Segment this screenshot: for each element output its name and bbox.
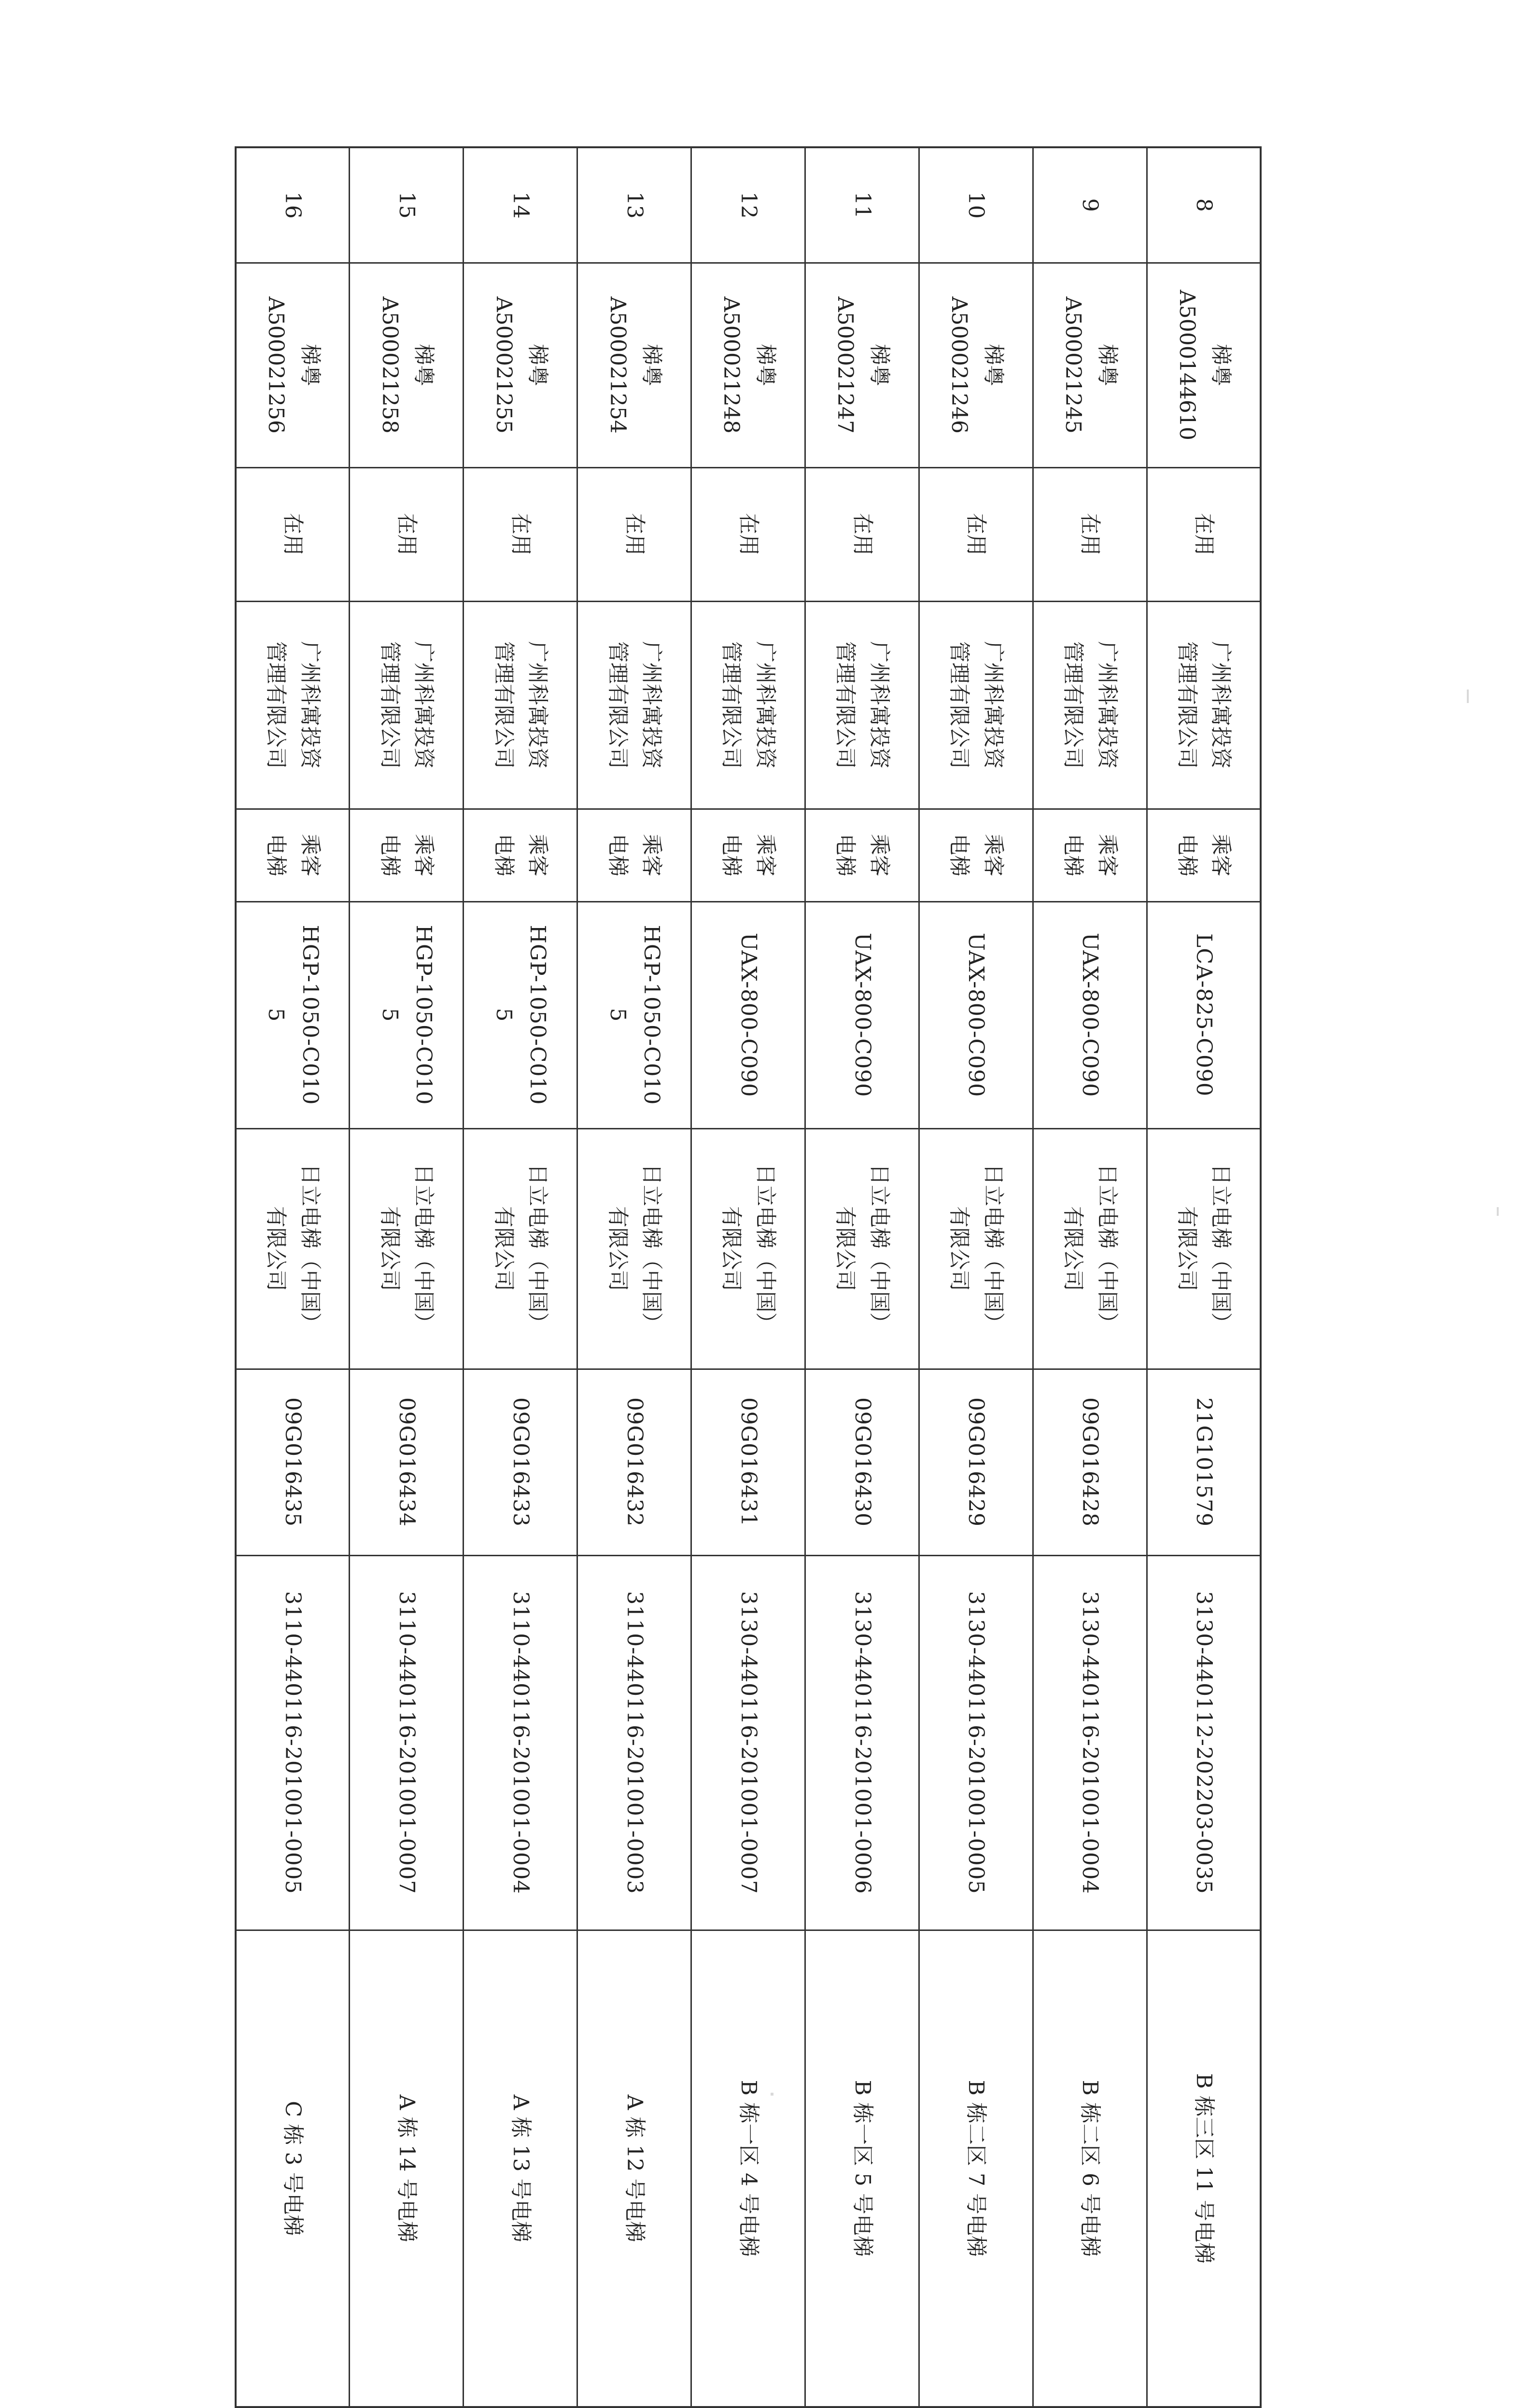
- owner-line2: 管理有限公司: [833, 641, 858, 769]
- cell-manufacturer: [1147, 1128, 1261, 1369]
- type-line1: 乘客: [411, 834, 436, 876]
- cell-status: 在用: [1147, 467, 1261, 601]
- cell-no: 9: [1033, 147, 1147, 263]
- type-line1: 乘客: [639, 834, 664, 876]
- reg-prefix: 梯粤: [981, 344, 1006, 386]
- type-line1: 乘客: [1095, 834, 1120, 876]
- cell-factory-no: 09G016428: [1033, 1369, 1147, 1555]
- type-line2: 电梯: [605, 834, 630, 876]
- maker-line1: 日立电梯（中国）: [297, 1164, 323, 1334]
- reg-prefix: 梯粤: [753, 344, 778, 386]
- owner-line2: 管理有限公司: [1061, 641, 1086, 769]
- owner-line1: 广州科寓投资: [525, 641, 550, 769]
- owner-line2: 管理有限公司: [605, 641, 630, 769]
- cell-manufacturer: [236, 1128, 350, 1369]
- cell-model: [1033, 901, 1147, 1128]
- table-row: [236, 147, 350, 2407]
- reg-prefix: 梯粤: [639, 344, 664, 386]
- cell-registration: [577, 263, 691, 467]
- cell-owner: [805, 601, 919, 809]
- type-line2: 电梯: [264, 834, 289, 876]
- owner-line1: 广州科寓投资: [1209, 641, 1234, 769]
- reg-code: A500021246: [947, 296, 972, 434]
- reg-prefix: 梯粤: [525, 344, 550, 386]
- type-line2: 电梯: [719, 834, 744, 876]
- cell-device-code: 3130-440116-201001-0005: [919, 1555, 1033, 1930]
- reg-code: A500021258: [377, 296, 402, 434]
- cell-location: A 栋 13 号电梯: [464, 1930, 577, 2407]
- maker-line2: 有限公司: [833, 1206, 858, 1291]
- cell-location: B 栋一区 4 号电梯: [691, 1930, 805, 2407]
- maker-line2: 有限公司: [719, 1206, 744, 1291]
- reg-code: A500021256: [264, 296, 289, 434]
- owner-line2: 管理有限公司: [719, 641, 744, 769]
- scan-dot: [1467, 690, 1469, 703]
- model-line2: 5: [491, 1008, 516, 1022]
- cell-status: 在用: [805, 467, 919, 601]
- cell-location: B 栋二区 7 号电梯: [919, 1930, 1033, 2407]
- cell-factory-no: 09G016429: [919, 1369, 1033, 1555]
- maker-line1: 日立电梯（中国）: [411, 1164, 436, 1334]
- cell-owner: [1033, 601, 1147, 809]
- cell-status: 在用: [464, 467, 577, 601]
- cell-factory-no: 09G016435: [236, 1369, 350, 1555]
- model-line2: 5: [264, 1008, 289, 1022]
- cell-owner: [691, 601, 805, 809]
- scan-dot: [771, 2093, 773, 2096]
- cell-type: [350, 809, 464, 901]
- cell-location: C 栋 3 号电梯: [236, 1930, 350, 2407]
- cell-factory-no: 09G016434: [350, 1369, 464, 1555]
- scan-dot: [1497, 1207, 1499, 1216]
- cell-type: [464, 809, 577, 901]
- model-line1: UAX-800-C090: [850, 932, 875, 1098]
- reg-prefix: 梯粤: [1095, 344, 1120, 386]
- maker-line1: 日立电梯（中国）: [981, 1164, 1006, 1334]
- cell-registration: [1147, 263, 1261, 467]
- cell-type: [577, 809, 691, 901]
- cell-type: [1033, 809, 1147, 901]
- cell-type: [805, 809, 919, 901]
- cell-location: A 栋 14 号电梯: [350, 1930, 464, 2407]
- cell-type: [236, 809, 350, 901]
- owner-line2: 管理有限公司: [491, 641, 516, 769]
- cell-no: 16: [236, 147, 350, 263]
- cell-model: [577, 901, 691, 1128]
- owner-line1: 广州科寓投资: [1095, 641, 1120, 769]
- maker-line2: 有限公司: [1061, 1206, 1086, 1291]
- cell-location: A 栋 12 号电梯: [577, 1930, 691, 2407]
- type-line2: 电梯: [947, 834, 972, 876]
- model-line1: UAX-800-C090: [964, 932, 989, 1098]
- maker-line1: 日立电梯（中国）: [639, 1164, 664, 1334]
- type-line1: 乘客: [297, 834, 323, 876]
- reg-prefix: 梯粤: [411, 344, 436, 386]
- cell-device-code: 3110-440116-201001-0004: [464, 1555, 577, 1930]
- table-row: [350, 147, 464, 2407]
- cell-model: [236, 901, 350, 1128]
- model-line2: 5: [377, 1008, 402, 1022]
- owner-line1: 广州科寓投资: [867, 641, 892, 769]
- cell-device-code: 3110-440116-201001-0007: [350, 1555, 464, 1930]
- cell-location: B 栋一区 5 号电梯: [805, 1930, 919, 2407]
- cell-no: 12: [691, 147, 805, 263]
- owner-line2: 管理有限公司: [947, 641, 972, 769]
- maker-line1: 日立电梯（中国）: [753, 1164, 778, 1334]
- cell-registration: [805, 263, 919, 467]
- cell-registration: [236, 263, 350, 467]
- reg-prefix: 梯粤: [867, 344, 892, 386]
- cell-device-code: 3110-440116-201001-0005: [236, 1555, 350, 1930]
- cell-manufacturer: [577, 1128, 691, 1369]
- table-row: [577, 147, 691, 2407]
- model-line1: LCA-825-C090: [1192, 933, 1216, 1097]
- cell-device-code: 3130-440112-202203-0035: [1147, 1555, 1261, 1930]
- cell-registration: [464, 263, 577, 467]
- cell-device-code: 3130-440116-201001-0007: [691, 1555, 805, 1930]
- cell-registration: [691, 263, 805, 467]
- maker-line2: 有限公司: [947, 1206, 972, 1291]
- cell-status: 在用: [577, 467, 691, 601]
- cell-model: [350, 901, 464, 1128]
- cell-no: 8: [1147, 147, 1261, 263]
- cell-owner: [350, 601, 464, 809]
- maker-line2: 有限公司: [491, 1206, 516, 1291]
- maker-line2: 有限公司: [605, 1206, 630, 1291]
- maker-line2: 有限公司: [264, 1206, 289, 1291]
- cell-location: B 栋二区 6 号电梯: [1033, 1930, 1147, 2407]
- cell-device-code: 3130-440116-201001-0004: [1033, 1555, 1147, 1930]
- cell-status: 在用: [350, 467, 464, 601]
- cell-type: [919, 809, 1033, 901]
- type-line2: 电梯: [377, 834, 402, 876]
- model-line1: UAX-800-C090: [736, 932, 761, 1098]
- reg-code: A500021255: [491, 296, 516, 434]
- cell-registration: [350, 263, 464, 467]
- cell-factory-no: 09G016433: [464, 1369, 577, 1555]
- reg-code: A500021248: [719, 296, 744, 434]
- type-line2: 电梯: [833, 834, 858, 876]
- maker-line1: 日立电梯（中国）: [867, 1164, 892, 1334]
- cell-no: 14: [464, 147, 577, 263]
- cell-manufacturer: [464, 1128, 577, 1369]
- maker-line1: 日立电梯（中国）: [525, 1164, 550, 1334]
- maker-line1: 日立电梯（中国）: [1209, 1164, 1234, 1334]
- cell-manufacturer: [350, 1128, 464, 1369]
- model-line1: HGP-1050-C010: [297, 925, 323, 1105]
- cell-type: [1147, 809, 1261, 901]
- cell-status: 在用: [919, 467, 1033, 601]
- cell-model: [464, 901, 577, 1128]
- type-line2: 电梯: [491, 834, 516, 876]
- type-line1: 乘客: [981, 834, 1006, 876]
- elevator-register-table: [235, 146, 1262, 2408]
- reg-code: A500021245: [1061, 296, 1086, 434]
- table-row: [691, 147, 805, 2407]
- cell-manufacturer: [691, 1128, 805, 1369]
- reg-prefix: 梯粤: [1209, 344, 1234, 386]
- reg-code: A500021254: [605, 296, 630, 434]
- cell-model: [919, 901, 1033, 1128]
- cell-no: 15: [350, 147, 464, 263]
- model-line2: 5: [605, 1008, 630, 1022]
- type-line1: 乘客: [753, 834, 778, 876]
- cell-manufacturer: [805, 1128, 919, 1369]
- cell-manufacturer: [1033, 1128, 1147, 1369]
- cell-status: 在用: [691, 467, 805, 601]
- cell-no: 13: [577, 147, 691, 263]
- maker-line1: 日立电梯（中国）: [1095, 1164, 1120, 1334]
- cell-type: [691, 809, 805, 901]
- cell-owner: [1147, 601, 1261, 809]
- table-body: [236, 147, 1261, 2407]
- owner-line2: 管理有限公司: [1174, 641, 1199, 769]
- type-line1: 乘客: [867, 834, 892, 876]
- cell-status: 在用: [1033, 467, 1147, 601]
- type-line2: 电梯: [1174, 834, 1199, 876]
- cell-device-code: 3130-440116-201001-0006: [805, 1555, 919, 1930]
- maker-line2: 有限公司: [377, 1206, 402, 1291]
- cell-location: B 栋三区 11 号电梯: [1147, 1930, 1261, 2407]
- model-line1: HGP-1050-C010: [411, 925, 436, 1105]
- cell-factory-no: 21G101579: [1147, 1369, 1261, 1555]
- model-line1: HGP-1050-C010: [639, 925, 664, 1105]
- cell-registration: [919, 263, 1033, 467]
- reg-code: A500021247: [833, 296, 858, 434]
- cell-factory-no: 09G016431: [691, 1369, 805, 1555]
- type-line2: 电梯: [1061, 834, 1086, 876]
- cell-registration: [1033, 263, 1147, 467]
- table-row: [919, 147, 1033, 2407]
- cell-factory-no: 09G016432: [577, 1369, 691, 1555]
- cell-model: [1147, 901, 1261, 1128]
- type-line1: 乘客: [1209, 834, 1234, 876]
- owner-line1: 广州科寓投资: [753, 641, 778, 769]
- cell-owner: [577, 601, 691, 809]
- maker-line2: 有限公司: [1174, 1206, 1199, 1291]
- cell-owner: [236, 601, 350, 809]
- owner-line1: 广州科寓投资: [297, 641, 323, 769]
- cell-factory-no: 09G016430: [805, 1369, 919, 1555]
- cell-no: 10: [919, 147, 1033, 263]
- reg-code: A5000144610: [1174, 290, 1199, 440]
- owner-line1: 广州科寓投资: [981, 641, 1006, 769]
- owner-line1: 广州科寓投资: [639, 641, 664, 769]
- table-row: [1147, 147, 1261, 2407]
- cell-device-code: 3110-440116-201001-0003: [577, 1555, 691, 1930]
- owner-line1: 广州科寓投资: [411, 641, 436, 769]
- cell-no: 11: [805, 147, 919, 263]
- cell-model: [691, 901, 805, 1128]
- cell-manufacturer: [919, 1128, 1033, 1369]
- model-line1: HGP-1050-C010: [525, 925, 550, 1105]
- table-row: [464, 147, 577, 2407]
- cell-model: [805, 901, 919, 1128]
- cell-owner: [464, 601, 577, 809]
- cell-status: 在用: [236, 467, 350, 601]
- cell-owner: [919, 601, 1033, 809]
- table-row: [1033, 147, 1147, 2407]
- rotated-table-container: [237, 146, 1262, 2406]
- owner-line2: 管理有限公司: [377, 641, 402, 769]
- type-line1: 乘客: [525, 834, 550, 876]
- model-line1: UAX-800-C090: [1078, 932, 1103, 1098]
- owner-line2: 管理有限公司: [264, 641, 289, 769]
- table-row: [805, 147, 919, 2407]
- reg-prefix: 梯粤: [297, 344, 323, 386]
